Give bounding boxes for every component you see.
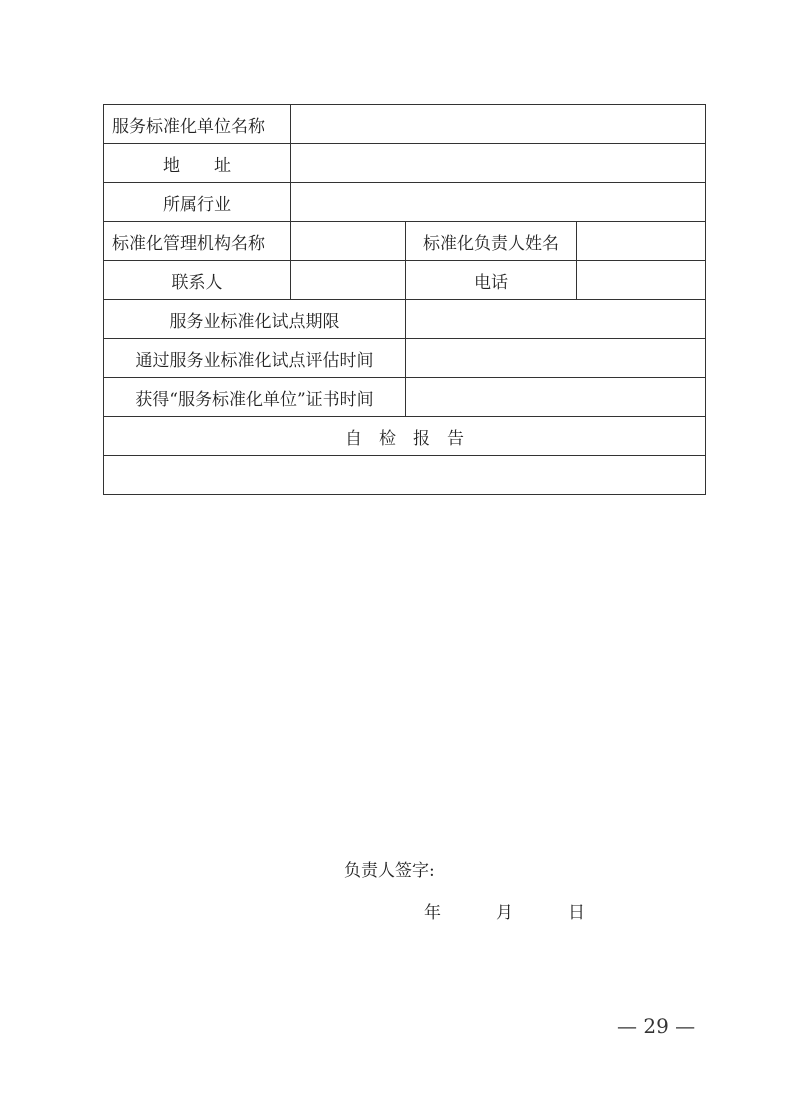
phone-label: 电话 (406, 261, 577, 300)
industry-label: 所属行业 (104, 183, 291, 222)
unit-name-field[interactable] (291, 105, 706, 144)
signature-label: 负责人签字: (344, 861, 435, 881)
row-pilot-period (104, 300, 706, 339)
row-unit-name (104, 105, 706, 144)
pilot-eval-time-label: 通过服务业标准化试点评估时间 (104, 339, 406, 378)
self-report-content-area[interactable] (104, 456, 706, 923)
row-report-body (104, 456, 706, 495)
leader-name-label: 标准化负责人姓名 (406, 222, 577, 261)
row-contact (104, 261, 706, 300)
leader-name-field[interactable] (577, 222, 706, 261)
org-name-label: 标准化管理机构名称 (104, 222, 291, 261)
address-label: 地 址 (104, 144, 291, 183)
pilot-eval-time-field[interactable] (406, 339, 706, 378)
row-industry (104, 183, 706, 222)
row-address (104, 144, 706, 183)
date-day-label: 日 (568, 903, 585, 923)
contact-label: 联系人 (104, 261, 291, 300)
address-field[interactable] (291, 144, 706, 183)
signature-date (424, 898, 640, 923)
contact-field[interactable] (291, 261, 406, 300)
self-report-title: 自 检 报 告 (104, 417, 706, 456)
date-year-label: 年 (424, 903, 441, 923)
pilot-period-label: 服务业标准化试点期限 (104, 300, 406, 339)
pilot-period-field[interactable] (406, 300, 706, 339)
row-certificate (104, 378, 706, 417)
row-pilot-eval (104, 339, 706, 378)
certificate-time-label: 获得“服务标准化单位”证书时间 (104, 378, 406, 417)
org-name-field[interactable] (291, 222, 406, 261)
application-form-table (103, 104, 706, 923)
unit-name-label: 服务标准化单位名称 (104, 105, 291, 144)
row-report-title (104, 417, 706, 456)
date-month-label: 月 (496, 903, 513, 923)
industry-field[interactable] (291, 183, 706, 222)
phone-field[interactable] (577, 261, 706, 300)
page-number: — 29 — (617, 1014, 696, 1038)
row-org (104, 222, 706, 261)
certificate-time-field[interactable] (406, 378, 706, 417)
